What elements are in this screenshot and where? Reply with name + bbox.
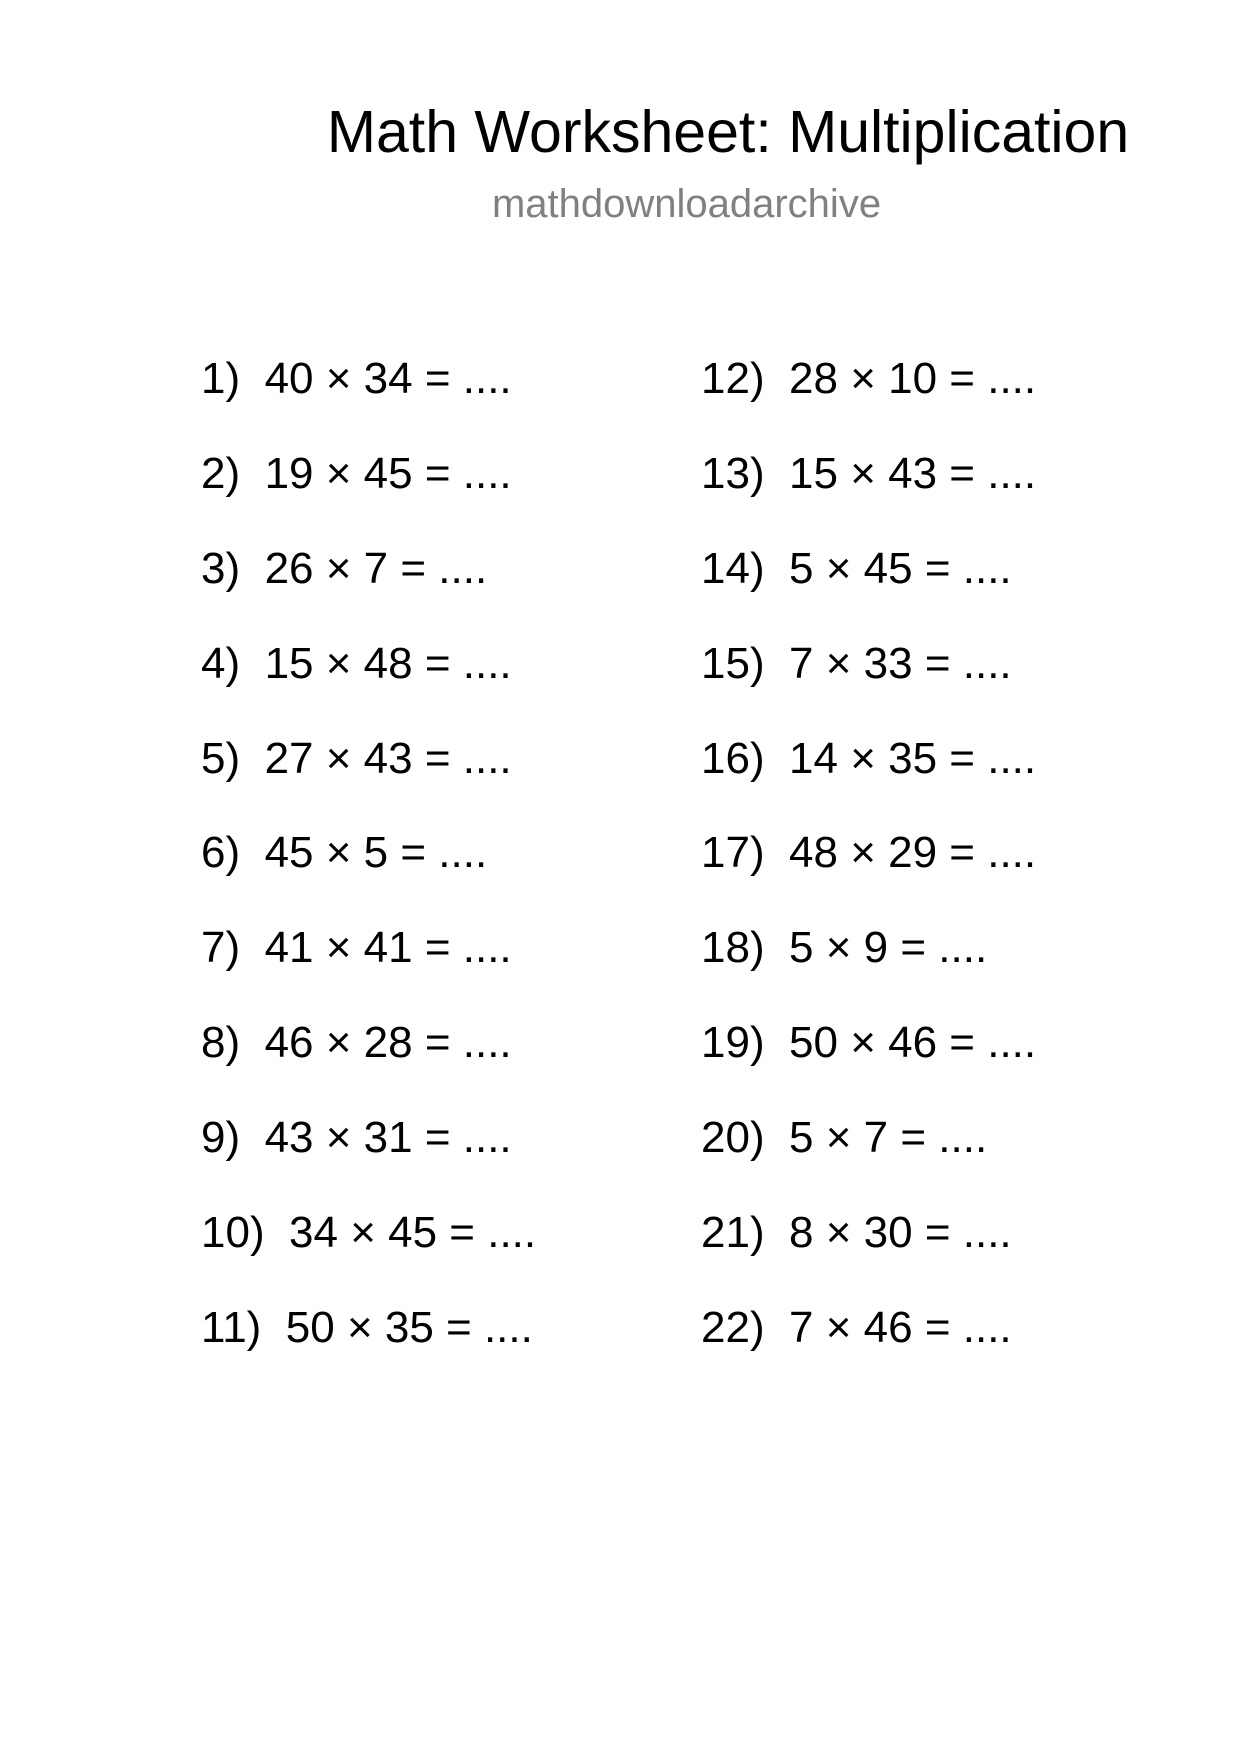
problem-item: 8) 46 × 28 = .... xyxy=(201,1018,512,1068)
problem-item: 9) 43 × 31 = .... xyxy=(201,1113,512,1163)
problem-item: 5) 27 × 43 = .... xyxy=(201,733,512,783)
problem-item: 18) 5 × 9 = .... xyxy=(701,923,988,973)
problem-item: 7) 41 × 41 = .... xyxy=(201,923,512,973)
problem-item: 2) 19 × 45 = .... xyxy=(201,448,512,498)
problem-item: 13) 15 × 43 = .... xyxy=(701,448,1037,498)
problem-item: 12) 28 × 10 = .... xyxy=(701,354,1037,403)
problems-column-left xyxy=(201,349,536,1393)
problem-item: 21) 8 × 30 = .... xyxy=(701,1208,1012,1258)
problem-item: 6) 45 × 5 = .... xyxy=(201,828,488,878)
problem-item: 20) 5 × 7 = .... xyxy=(701,1113,988,1163)
problem-item: 17) 48 × 29 = .... xyxy=(701,828,1037,878)
problem-item: 1) 40 × 34 = .... xyxy=(201,354,512,403)
problem-item: 3) 26 × 7 = .... xyxy=(201,543,488,593)
problem-item: 15) 7 × 33 = .... xyxy=(701,638,1012,688)
problem-item: 11) 50 × 35 = .... xyxy=(201,1302,533,1352)
worksheet-title: Math Worksheet: Multiplication xyxy=(326,99,1130,165)
problem-item: 14) 5 × 45 = .... xyxy=(701,543,1012,593)
worksheet-source: mathdownloadarchive xyxy=(491,182,882,226)
problems-column-right xyxy=(701,349,1036,1393)
problem-item: 10) 34 × 45 = .... xyxy=(201,1208,537,1258)
problem-item: 19) 50 × 46 = .... xyxy=(701,1018,1037,1068)
problem-item: 16) 14 × 35 = .... xyxy=(701,733,1037,783)
problem-item: 4) 15 × 48 = .... xyxy=(201,638,512,688)
problem-item: 22) 7 × 46 = .... xyxy=(701,1302,1012,1352)
